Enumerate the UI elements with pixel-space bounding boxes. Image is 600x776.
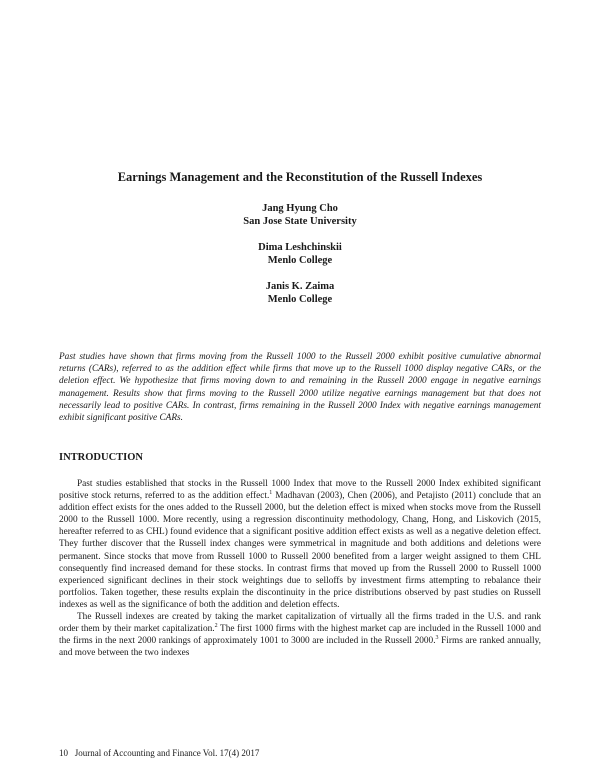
author-name: Jang Hyung Cho: [262, 203, 338, 214]
body-text: [59, 478, 541, 659]
author-affiliation: Menlo College: [267, 255, 333, 266]
footnote-marker: 2: [214, 623, 218, 630]
paragraph-text: The first 1000 firms with the highest market cap are included in the Russell 1000 and the firms in the next 2000 rankings of approximately 1001 to 3000 are included in the Russell 2000.: [59, 624, 542, 647]
paragraph: [59, 478, 541, 611]
paragraph-text: The Russell indexes are created by taking the market capitalization of virtually all the firms traded in the U.S. and rank order them by their market capitalization.: [59, 612, 541, 635]
abstract: Past studies have shown that firms moving from the Russell 1000 to the Russell 2000 exhibit positive cumulative abnormal returns (CARs), referred to as the addition effect while firms that move up to the Russell 1000 display negative CARs, or the deletion effect. We hypothesize that firms moving down to and remaining in the Russell 2000 engage in negative earnings management. Results show that firms moving to the Russell 2000 utilize negative earnings management but that does not necessarily lead to positive CARs. In contrast, firms remaining in the Russell 2000 Index with negative earnings management exhibit significant positive CARs.: [59, 352, 541, 424]
author-block-3: [150, 280, 450, 306]
section-heading: INTRODUCTION: [59, 452, 144, 463]
paragraph-text: Madhavan (2003), Chen (2006), and Petajisto (2011) conclude that an addition effect exists for the ones added to the Russell 2000, but the deletion effect is mixed when stocks move from the Russell 2000 to the Russell 1000. More recently, using a regression discontinuity methodology, Chang, Hong, and Liskovich (2015, hereafter referred to as CHL) found evidence that a significant positive addition effect exists as well as a negative deletion effect. They further discover that the Russell index changes were symmetrical in magnitude and both additions and deletions were permanent. Since stocks that move from Russell 1000 to Russell 2000 benefited from a larger weight assigned to them CHL consequently find increased demand for these stocks. In contrast firms that moved up from the Russell 2000 to Russell 1000 experienced significant declines in their stock weightings due to selloffs by investment firms attempting to rebalance their portfolios. Taken together, these results explain the discontinuity in the price distributions observed by past studies on Russell indexes as well as the significance of both the addition and deletion effects.: [59, 491, 541, 610]
paragraph: [59, 611, 541, 659]
author-affiliation: San Jose State University: [243, 216, 357, 227]
author-block-2: [150, 241, 450, 267]
page-footer: 10 Journal of Accounting and Finance Vol. 17(4) 2017: [59, 748, 260, 758]
paper-title: Earnings Management and the Reconstitution of the Russell Indexes: [117, 170, 483, 184]
author-block-1: [150, 202, 450, 228]
author-name: Janis K. Zaima: [265, 281, 335, 292]
paragraph-text: Firms are ranked annually, and move between the two indexes: [59, 636, 541, 659]
paragraph-text: Past studies established that stocks in the Russell 1000 Index that move to the Russell 2000 Index exhibited significant positive stock returns, referred to as the addition effect.: [59, 479, 541, 502]
author-affiliation: Menlo College: [267, 294, 333, 305]
footnote-marker: 3: [435, 635, 439, 642]
footnote-marker: 1: [269, 490, 273, 496]
author-name: Dima Leshchinskii: [258, 242, 342, 253]
